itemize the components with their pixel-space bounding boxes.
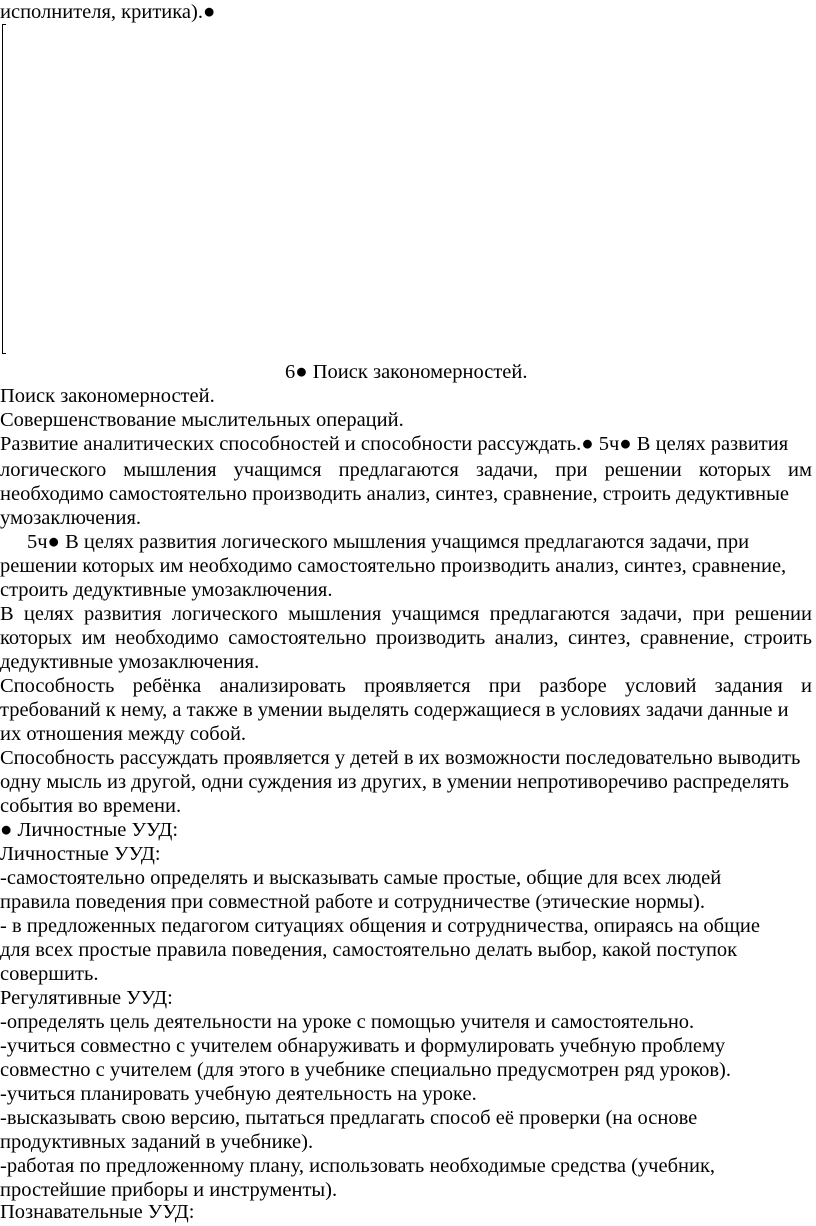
text-line: -определять цель деятельности на уроке с помощью учителя и самостоятельно. — [0, 1011, 695, 1033]
text-line: события во времени. — [0, 795, 182, 817]
text-line: Регулятивные УУД: — [0, 987, 173, 1009]
text-line: ● Личностные УУД: — [0, 819, 179, 841]
text-line: исполнителя, критика).● — [0, 1, 216, 23]
text-line: -работая по предложенному плану, использовать необходимые средства (учебник, — [0, 1155, 716, 1177]
text-line: Развитие аналитических способностей и способности рассуждать.● 5ч● В целях развития — [0, 433, 789, 455]
text-line: решении которых им необходимо самостоятельно производить анализ, синтез, сравнение, — [0, 555, 787, 577]
text-line: Совершенствование мыслительных операций. — [0, 409, 404, 431]
text-line: их отношения между собой. — [0, 723, 247, 745]
frame-border — [2, 24, 6, 354]
text-line: -самостоятельно определять и высказывать самые простые, общие для всех людей — [0, 867, 722, 889]
text-line: Познавательные УУД: — [0, 1201, 195, 1223]
text-line: продуктивных заданий в учебнике). — [0, 1131, 314, 1153]
text-line: 5ч● В целях развития логического мышления учащимся предлагаются задачи, при — [27, 531, 750, 553]
text-line: Способность рассуждать проявляется у детей в их возможности последовательно выводить — [0, 747, 801, 769]
text-line: строить дедуктивные умозаключения. — [0, 579, 333, 601]
text-line: -учиться совместно с учителем обнаруживать и формулировать учебную проблему — [0, 1035, 726, 1057]
text-line: Личностные УУД: — [0, 843, 161, 865]
text-line: одну мысль из другой, одни суждения из других, в умении непротиворечиво распределять — [0, 771, 789, 793]
text-line: совершить. — [0, 963, 99, 985]
text-line: -высказывать свою версию, пытаться предлагать способ её проверки (на основе — [0, 1107, 698, 1129]
text-line: Способность ребёнка анализировать проявляется при разборе условий задания и — [0, 675, 812, 697]
text-line: требований к нему, а также в умении выделять содержащиеся в условиях задачи данные и — [0, 699, 789, 721]
text-line: которых им необходимо самостоятельно производить анализ, синтез, сравнение, строить — [0, 627, 812, 649]
text-line: совместно с учителем (для этого в учебнике специально предусмотрен ряд уроков). — [0, 1059, 731, 1081]
text-line: логического мышления учащимся предлагаются задачи, при решении которых им — [0, 459, 812, 481]
section-heading: 6● Поиск закономерностей. — [285, 361, 528, 383]
text-line: простейшие приборы и инструменты). — [0, 1179, 338, 1201]
text-line: правила поведения при совместной работе и сотрудничестве (этические нормы). — [0, 891, 705, 913]
text-line: -учиться планировать учебную деятельность на уроке. — [0, 1083, 477, 1105]
text-line: дедуктивные умозаключения. — [0, 651, 260, 673]
text-line: необходимо самостоятельно производить анализ, синтез, сравнение, строить дедуктивные — [0, 483, 790, 505]
text-line: Поиск закономерностей. — [0, 385, 215, 407]
text-line: для всех простые правила поведения, самостоятельно делать выбор, какой поступок — [0, 939, 738, 961]
text-line: - в предложенных педагогом ситуациях общения и сотрудничества, опираясь на общие — [0, 915, 760, 937]
text-line: В целях развития логического мышления учащимся предлагаются задачи, при решении — [0, 603, 812, 625]
text-line: умозаключения. — [0, 507, 142, 529]
